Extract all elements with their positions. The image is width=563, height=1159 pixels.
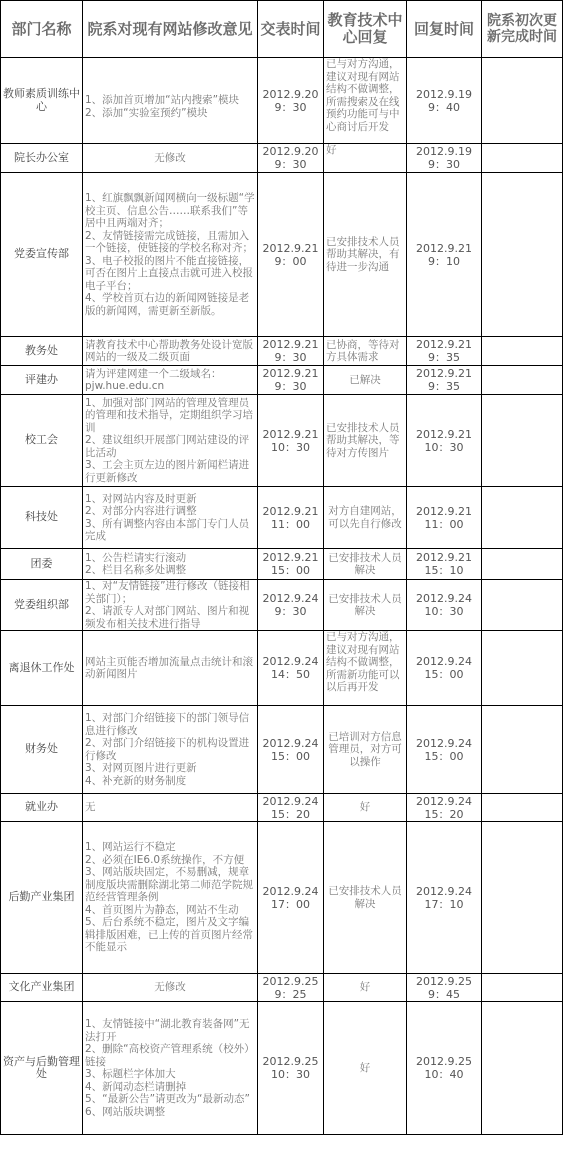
- opinion-cell: [83, 631, 258, 706]
- reply-time-cell: [407, 337, 482, 366]
- op-line: 请为评建网建一个二级域名：: [85, 367, 222, 380]
- initial-update-cell: [482, 794, 563, 822]
- op-line: 2、栏目名称多处调整: [85, 564, 187, 576]
- time-line: 15：10: [424, 564, 464, 577]
- opinion-cell: [83, 58, 258, 144]
- op-line: 2、对部分内容进行调整: [85, 505, 197, 517]
- table-row: [1, 1002, 563, 1135]
- submit-time-cell: [258, 366, 324, 395]
- reply-time-cell: [407, 144, 482, 173]
- op-line: 1、友情链接中“湖北教育装备网”无法打开: [85, 1018, 250, 1043]
- time-line: 2012.9.20: [262, 145, 319, 158]
- submit-time-cell: [258, 487, 324, 549]
- initial-update-cell: [482, 173, 563, 337]
- op-line: 2、请派专人对部门网站、图片和视频发布相关技术进行指导: [85, 605, 250, 630]
- rep-line: 已安排技术人员帮助其解决，有待进一步沟通: [326, 235, 400, 273]
- time-line: 2012.9.21: [416, 551, 472, 564]
- submit-time-cell: [258, 580, 324, 631]
- op-line: 1、公告栏请实行滚动: [85, 551, 187, 564]
- op-line: 2、必须在IE6.0系统操作，不方便: [85, 853, 245, 866]
- center-reply-cell: [324, 144, 407, 173]
- time-line: 2012.9.21: [262, 367, 319, 380]
- submit-time-cell: [258, 337, 324, 366]
- op-line: 无修改: [154, 981, 186, 994]
- table-body: [1, 58, 563, 1135]
- time-line: 2012.9.25: [262, 1055, 319, 1068]
- op-line: 1、对“友情链接”进行修改（链接相关部门）；: [85, 580, 250, 605]
- table-row: [1, 631, 563, 706]
- header-opinion: 院系对现有网站修改意见: [83, 1, 258, 58]
- dept-name-cell: 就业办: [1, 794, 83, 822]
- initial-update-cell: [482, 487, 563, 549]
- reply-time-cell: [407, 58, 482, 144]
- time-line: 2012.9.21: [262, 427, 319, 441]
- time-line: 2012.9.24: [416, 655, 472, 668]
- op-line: 网站主页能否增加流量点击统计和滚动新闻图片: [85, 655, 253, 680]
- initial-update-cell: [482, 549, 563, 580]
- submit-time-cell: [258, 794, 324, 822]
- header-row: [1, 1, 563, 58]
- reply-time-cell: [407, 822, 482, 974]
- initial-update-cell: [482, 974, 563, 1002]
- center-reply-cell: [324, 706, 407, 794]
- op-line: 2、删除“高校资产管理系统（校外）链接: [85, 1043, 255, 1068]
- opinion-cell: [83, 794, 258, 822]
- reply-time-cell: [407, 487, 482, 549]
- table-row: [1, 58, 563, 144]
- op-line: 2、友情链接需完成链接，且需加入一个链接，使链接的学校名称对齐；: [85, 229, 253, 254]
- time-line: 10：30: [424, 605, 464, 618]
- time-line: 2012.9.21: [416, 504, 472, 518]
- time-line: 9：25: [274, 987, 307, 1001]
- initial-update-cell: [482, 366, 563, 395]
- submit-time-cell: [258, 395, 324, 487]
- op-line: 5、后台系统不稳定，图片及文字编辑排版困难，已上传的首页图片经常不能显示: [85, 916, 253, 954]
- initial-update-cell: [482, 631, 563, 706]
- time-line: 10：30: [424, 440, 464, 454]
- time-line: 2012.9.21: [262, 551, 319, 564]
- submit-time-cell: [258, 1002, 324, 1135]
- table-row: [1, 974, 563, 1002]
- reply-time-cell: [407, 395, 482, 487]
- time-line: 2012.9.21: [262, 504, 319, 518]
- center-reply-cell: [324, 631, 407, 706]
- center-reply-cell: [324, 580, 407, 631]
- time-line: 10：30: [271, 1068, 310, 1081]
- time-line: 2012.9.21: [416, 338, 472, 351]
- table-row: [1, 706, 563, 794]
- reply-time-cell: [407, 794, 482, 822]
- reply-time-cell: [407, 549, 482, 580]
- time-line: 9：45: [428, 987, 460, 1001]
- initial-update-cell: [482, 395, 563, 487]
- submit-time-cell: [258, 974, 324, 1002]
- op-line: 1、对部门介绍链接下的部门领导信息进行修改: [85, 712, 250, 737]
- opinion-cell: [83, 580, 258, 631]
- time-line: 15：00: [424, 749, 464, 763]
- op-line: 1、加强对部门网站的管理及管理员的管理和技术指导，定期组织学习培训: [85, 396, 253, 434]
- dept-name-cell: 资产与后勤管理处: [1, 1002, 83, 1135]
- table-row: [1, 337, 563, 366]
- table-row: [1, 822, 563, 974]
- time-line: 10：40: [424, 1068, 464, 1081]
- reply-time-cell: [407, 1002, 482, 1135]
- time-line: 2012.9.25: [262, 974, 319, 988]
- op-line: [85, 82, 255, 95]
- time-line: 2012.9.24: [262, 655, 319, 668]
- op-line: 无: [85, 801, 96, 814]
- time-line: 2012.9.21: [262, 241, 319, 255]
- opinion-cell: [83, 822, 258, 974]
- table-row: [1, 794, 563, 822]
- time-line: 2012.9.25: [416, 1055, 472, 1068]
- time-line: 2012.9.21: [416, 367, 472, 380]
- submit-time-cell: [258, 549, 324, 580]
- opinion-cell: [83, 366, 258, 395]
- op-line: 请教育技术中心帮助教务处设计宽版网站的一级及二级页面: [85, 338, 253, 363]
- initial-update-cell: [482, 822, 563, 974]
- rep-line: 已安排技术人员解决: [328, 885, 402, 910]
- initial-update-cell: [482, 337, 563, 366]
- op-line: 1、添加首页增加“站内搜索”模块: [85, 94, 240, 107]
- op-line: 3、工会主页左边的图片新闻栏请进行更新修改: [85, 459, 250, 484]
- table-row: [1, 487, 563, 549]
- time-line: 9：30: [274, 380, 307, 393]
- time-line: 9：35: [428, 351, 460, 364]
- time-line: 9：30: [274, 605, 307, 618]
- op-line: 4、新闻动态栏请删掉: [85, 1080, 187, 1093]
- center-reply-cell: [324, 58, 407, 144]
- rep-line: 已解决: [349, 373, 381, 386]
- submit-time-cell: [258, 706, 324, 794]
- header-reply-time: 回复时间: [407, 1, 482, 58]
- opinion-cell: [83, 487, 258, 549]
- op-line: 2、对部门介绍链接下的机构设置进行修改: [85, 737, 250, 762]
- opinion-cell: [83, 974, 258, 1002]
- reply-time-cell: [407, 706, 482, 794]
- opinion-cell: [83, 706, 258, 794]
- time-line: 2012.9.21: [416, 241, 472, 255]
- op-line: 2、建议组织开展部门网站建设的评比活动: [85, 434, 250, 459]
- rep-line: 已培训对方信息管理员，对方可以操作: [328, 730, 402, 768]
- time-line: 2012.9.25: [416, 974, 472, 988]
- submit-time-cell: [258, 144, 324, 173]
- op-line: 4、学校首页右边的新闻网链接是老版的新闻网，需更新至新版。: [85, 292, 250, 317]
- submit-time-cell: [258, 173, 324, 337]
- rep-line: 好: [359, 981, 371, 994]
- reply-time-cell: [407, 631, 482, 706]
- submit-time-cell: [258, 822, 324, 974]
- reply-time-cell: [407, 366, 482, 395]
- rep-line: 对方自建网站，可以先自行修改: [328, 505, 402, 530]
- time-line: 9：30: [274, 351, 307, 364]
- op-line: 3、网站版块固定，不易删减，规章制度版块需删除湖北第二师范学院规范经营管理条例: [85, 866, 253, 904]
- center-reply-cell: [324, 366, 407, 395]
- center-reply-cell: [324, 974, 407, 1002]
- center-reply-cell: [324, 173, 407, 337]
- reply-time-cell: [407, 580, 482, 631]
- time-line: 9：30: [274, 158, 307, 171]
- rep-line: 已协商，等待对方具体需求: [326, 338, 400, 363]
- time-line: 2012.9.24: [416, 592, 472, 605]
- time-line: 2012.9.24: [262, 794, 319, 808]
- dept-name-cell: 后勤产业集团: [1, 822, 83, 974]
- time-line: 9：00: [274, 254, 307, 268]
- dept-name-cell: 团委: [1, 549, 83, 580]
- opinion-cell: [83, 395, 258, 487]
- time-line: 2012.9.24: [416, 794, 472, 808]
- op-line: pjw.hue.edu.cn: [85, 380, 165, 392]
- submit-time-cell: [258, 58, 324, 144]
- rep-line: 好: [359, 801, 371, 814]
- table-row: [1, 549, 563, 580]
- opinion-cell: [83, 337, 258, 366]
- center-reply-cell: [324, 794, 407, 822]
- rep-line: 已与对方沟通，建议对现有网站结构不做调整，所需新功能可以以后再开发: [326, 631, 400, 693]
- op-line: 4、补充新的财务制度: [85, 774, 187, 787]
- header-submit-time: 交表时间: [258, 1, 324, 58]
- time-line: 2012.9.19: [416, 145, 472, 158]
- rep-line: 已安排技术人员帮助其解决，等待对方传图片: [326, 421, 400, 459]
- op-line: 2、添加“实验室预约”模块: [85, 106, 208, 119]
- op-line: 3、电子校报的图片不能直接链接，可否在图片上直接点击就可进入校报电子平台；: [85, 254, 253, 292]
- op-line: 3、所有调整内容由本部门专门人员完成: [85, 517, 250, 542]
- time-line: 9：30: [274, 100, 307, 114]
- time-line: 2012.9.24: [262, 884, 319, 898]
- center-reply-cell: [324, 549, 407, 580]
- time-line: 2012.9.24: [416, 736, 472, 750]
- reply-time-cell: [407, 974, 482, 1002]
- time-line: 2012.9.21: [262, 338, 319, 351]
- op-line: 4、首页图片为静态，网站不生动: [85, 903, 239, 916]
- time-line: 11：00: [271, 517, 310, 531]
- rep-line: 好: [359, 1061, 371, 1074]
- header-center-reply: 教育技术中心回复: [324, 1, 407, 58]
- time-line: 2012.9.24: [262, 592, 319, 605]
- initial-update-cell: [482, 1002, 563, 1135]
- initial-update-cell: [482, 706, 563, 794]
- opinion-cell: [83, 173, 258, 337]
- table-row: [1, 395, 563, 487]
- rep-line: 好: [326, 144, 337, 156]
- op-line: 3、对网页图片进行更新: [85, 762, 197, 774]
- center-reply-cell: [324, 1002, 407, 1135]
- header-initial-update: 院系初次更新完成时间: [482, 1, 563, 58]
- dept-name-cell: 院长办公室: [1, 144, 83, 173]
- time-line: 15：00: [424, 668, 464, 681]
- time-line: 2012.9.19: [416, 87, 472, 101]
- center-reply-cell: [324, 337, 407, 366]
- op-line: 无修改: [154, 151, 186, 164]
- dept-name-cell: 党委组织部: [1, 580, 83, 631]
- dept-name-cell: 文化产业集团: [1, 974, 83, 1002]
- dept-name-cell: 党委宣传部: [1, 173, 83, 337]
- time-line: 2012.9.24: [416, 884, 472, 898]
- op-line: 1、对网站内容及时更新: [85, 492, 197, 505]
- time-line: 2012.9.24: [262, 736, 319, 750]
- time-line: 2012.9.20: [262, 87, 319, 101]
- dept-name-cell: 科技处: [1, 487, 83, 549]
- reply-time-cell: [407, 173, 482, 337]
- time-line: 15：20: [424, 807, 464, 821]
- op-line: 6、网站版块调整: [85, 1105, 166, 1118]
- time-line: 9：35: [428, 380, 460, 393]
- time-line: 9：10: [428, 254, 460, 268]
- center-reply-cell: [324, 487, 407, 549]
- time-line: 11：00: [424, 517, 464, 531]
- rep-line: 已安排技术人员解决: [328, 592, 402, 617]
- initial-update-cell: [482, 580, 563, 631]
- time-line: 9：30: [428, 158, 460, 171]
- rep-line: 已安排技术人员解决: [328, 551, 402, 576]
- dept-name-cell: 离退休工作处: [1, 631, 83, 706]
- time-line: 15：00: [271, 749, 310, 763]
- op-line: 1、网站运行不稳定: [85, 841, 176, 854]
- opinion-cell: [83, 549, 258, 580]
- opinion-cell: [83, 1002, 258, 1135]
- opinion-cell: [83, 144, 258, 173]
- time-line: 2012.9.21: [416, 427, 472, 441]
- time-line: 15：00: [271, 564, 310, 577]
- dept-name-cell: 教务处: [1, 337, 83, 366]
- header-dept: 部门名称: [1, 1, 83, 58]
- time-line: 17：00: [271, 897, 310, 911]
- table-row: [1, 366, 563, 395]
- table-row: [1, 144, 563, 173]
- dept-name-cell: 教师素质训练中心: [1, 58, 83, 144]
- center-reply-cell: [324, 822, 407, 974]
- op-line: 1、红旗飘飘新闻网横向一级标题“学校主页、信息公告……联系我们”等居中且两端对齐；: [85, 192, 255, 229]
- center-reply-cell: [324, 395, 407, 487]
- time-line: 9：40: [428, 100, 460, 114]
- table-row: [1, 580, 563, 631]
- time-line: 17：10: [424, 897, 464, 911]
- table-row: [1, 173, 563, 337]
- time-line: 15：20: [271, 807, 310, 821]
- dept-name-cell: 财务处: [1, 706, 83, 794]
- rep-line: 已与对方沟通，建议对现有网站结构不做调整，所需搜索及在线预约功能可与中心商讨后开发: [326, 58, 400, 133]
- time-line: 10：30: [271, 440, 310, 454]
- initial-update-cell: [482, 144, 563, 173]
- op-line: 5、“最新公告”请更改为“最新动态”: [85, 1093, 250, 1105]
- op-line: 3、标题栏字体加大: [85, 1068, 176, 1080]
- submit-time-cell: [258, 631, 324, 706]
- dept-name-cell: 评建办: [1, 366, 83, 395]
- dept-name-cell: 校工会: [1, 395, 83, 487]
- time-line: 14：50: [271, 668, 310, 681]
- initial-update-cell: [482, 58, 563, 144]
